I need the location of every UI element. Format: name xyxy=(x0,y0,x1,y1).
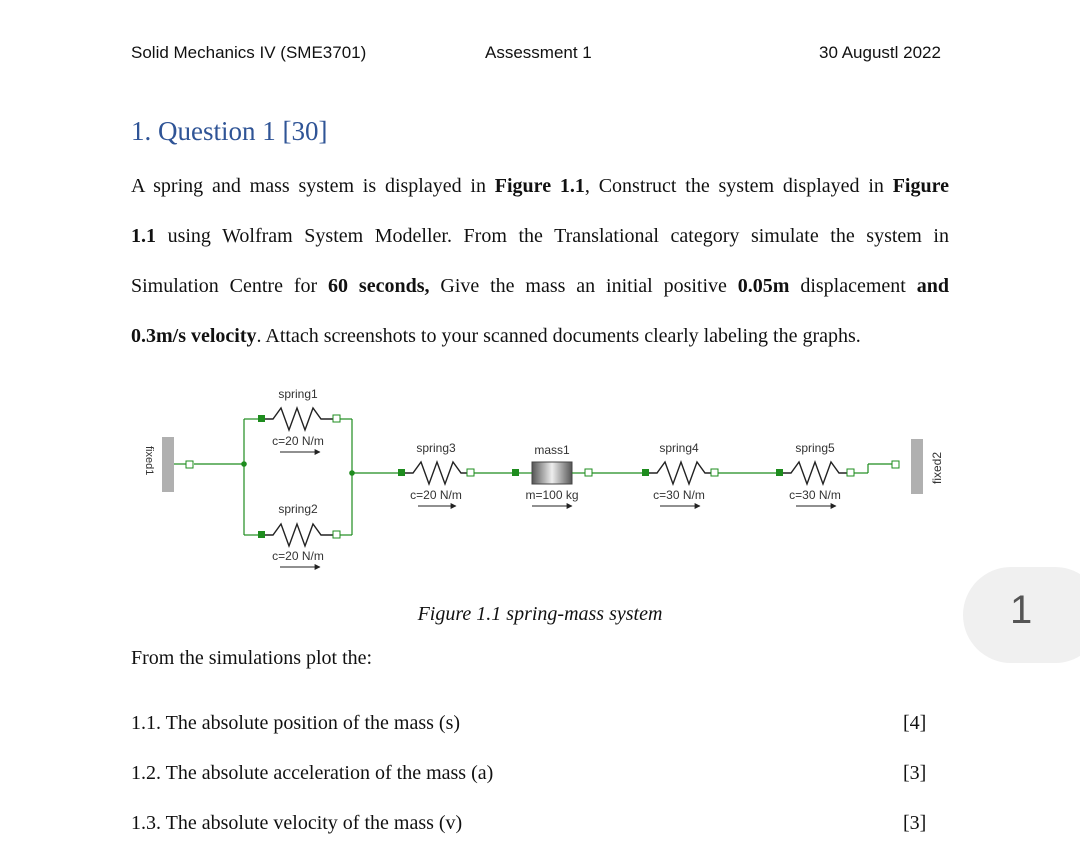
spring3-name: spring3 xyxy=(416,441,456,455)
spring2-param: c=20 N/m xyxy=(272,549,324,563)
question-marks: [4] xyxy=(903,712,927,734)
question-paragraph: A spring and mass system is displayed in Figure 1.1, Construct the system displayed in Figure 1.1 using Wolfram System Modeller. From the Translational category simulate the system in Simulation Centre for 60 seconds, Give the mass an initial positive 0.05m displacement and 0.3m/s velocity. Attach screenshots to your scanned documents clearly labeling the graphs. xyxy=(131,175,949,347)
spring3-param: c=20 N/m xyxy=(410,488,462,502)
spring1-name: spring1 xyxy=(278,387,318,401)
question-marks: [3] xyxy=(903,762,927,784)
spring5-name: spring5 xyxy=(795,441,835,455)
question-title: 1. Question 1 [30] xyxy=(131,116,328,146)
fixed2-block xyxy=(911,439,923,494)
fixed1-block xyxy=(162,437,174,492)
spring-mass-diagram xyxy=(140,382,950,582)
spring1-param: c=20 N/m xyxy=(272,434,324,448)
spring5-param: c=30 N/m xyxy=(789,488,841,502)
fixed1-label: fixed1 xyxy=(143,446,155,476)
from-simulations-text: From the simulations plot the: xyxy=(131,647,373,669)
page-number: 1 xyxy=(1010,588,1033,632)
question-item: 1.2. The absolute acceleration of the mass (a) xyxy=(131,762,494,784)
question-item: 1.3. The absolute velocity of the mass (v) xyxy=(131,812,463,834)
header-date: 30 Augustl 2022 xyxy=(819,43,941,62)
question-item: 1.1. The absolute position of the mass (s) xyxy=(131,712,461,734)
header-course: Solid Mechanics IV (SME3701) xyxy=(131,43,367,62)
mass1-name: mass1 xyxy=(534,443,570,457)
question-marks: [3] xyxy=(903,812,927,834)
mass1-block xyxy=(532,462,572,484)
spring4-name: spring4 xyxy=(659,441,699,455)
mass1-param: m=100 kg xyxy=(525,488,579,502)
fixed2-label: fixed2 xyxy=(930,451,944,484)
spring2-name: spring2 xyxy=(278,502,318,516)
spring4-param: c=30 N/m xyxy=(653,488,705,502)
header-assessment: Assessment 1 xyxy=(485,43,592,62)
figure-caption: Figure 1.1 spring-mass system xyxy=(417,603,663,625)
